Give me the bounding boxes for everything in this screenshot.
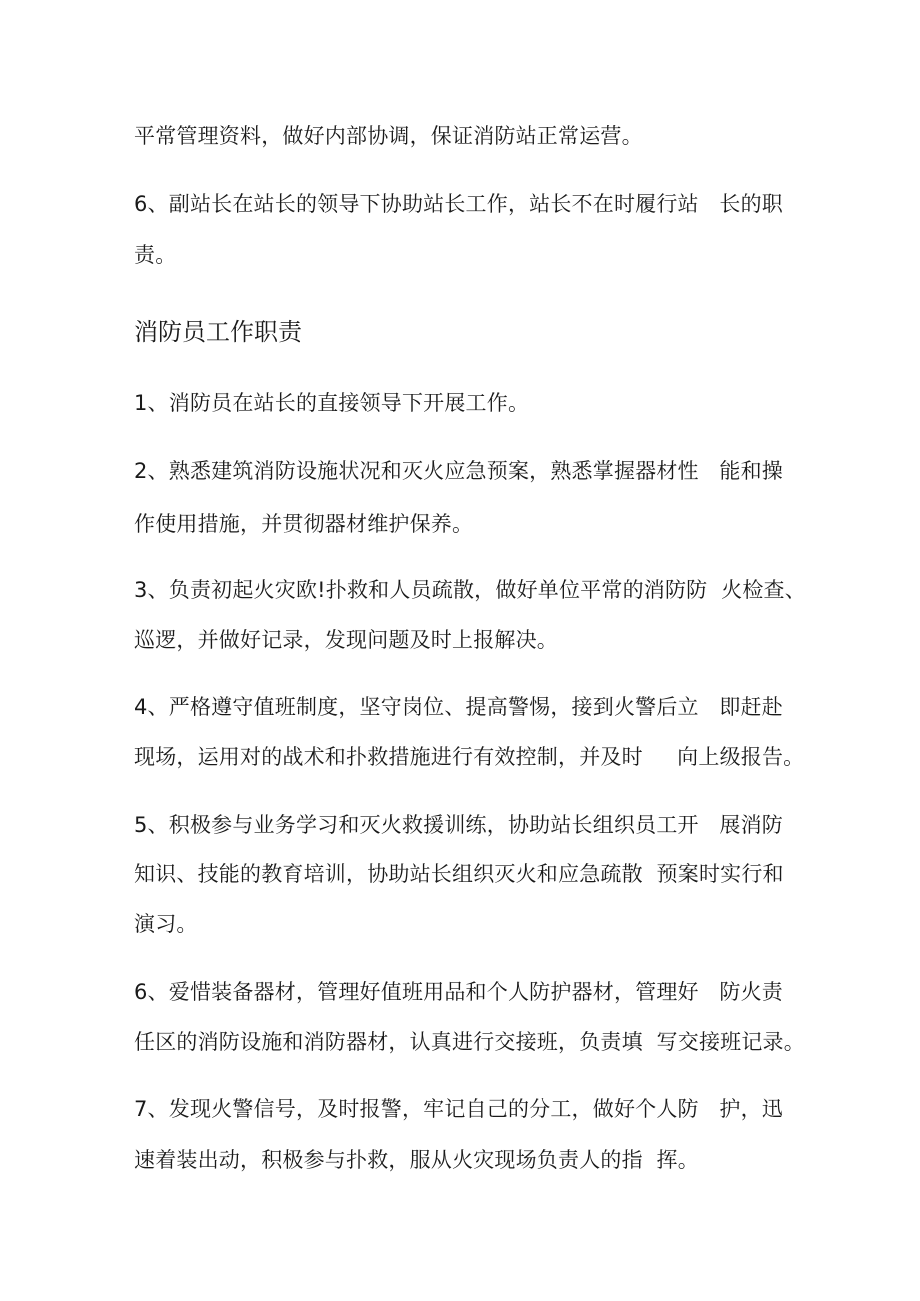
paragraph-line: 现场，运用对的战术和扑救措施进行有效控制，并及时 向上级报告。 xyxy=(134,745,805,769)
paragraph-line: 速着装出动，积极参与扑救，服从火灾现场负责人的指 挥。 xyxy=(134,1148,699,1172)
paragraph-line: 4、严格遵守值班制度，坚守岗位、提高警惕，接到火警后立 即赶赴 xyxy=(134,695,783,719)
paragraph-line: 平常管理资料，做好内部协调，保证消防站正常运营。 xyxy=(134,124,643,148)
paragraph-line: 演习。 xyxy=(134,912,198,936)
paragraph-line: 作使用措施，并贯彻器材维护保养。 xyxy=(134,512,474,536)
paragraph-line: 7、发现火警信号，及时报警，牢记自己的分工，做好个人防 护，迅 xyxy=(134,1097,783,1121)
paragraph-line: 6、爱惜装备器材，管理好值班用品和个人防护器材，管理好 防火责 xyxy=(134,980,783,1004)
paragraph-line: 任区的消防设施和消防器材，认真进行交接班，负责填 写交接班记录。 xyxy=(134,1030,805,1054)
paragraph-line: 2、熟悉建筑消防设施状况和灭火应急预案，熟悉掌握器材性 能和操 xyxy=(134,459,783,483)
section-heading: 消防员工作职责 xyxy=(134,318,302,346)
paragraph-line: 责。 xyxy=(134,243,177,267)
paragraph-line: 知识、技能的教育培训，协助站长组织灭火和应急疏散 预案时实行和 xyxy=(134,862,784,886)
paragraph-line: 3、负责初起火灾欧!扑救和人员疏散，做好单位平常的消防防 火检查、 xyxy=(134,578,806,602)
paragraph-line: 6、副站长在站长的领导下协助站长工作，站长不在时履行站 长的职 xyxy=(134,192,783,216)
paragraph-line: 巡逻，并做好记录，发现问题及时上报解决。 xyxy=(134,628,558,652)
paragraph-line: 1、消防员在站长的直接领导下开展工作。 xyxy=(134,391,530,415)
paragraph-line: 5、积极参与业务学习和灭火救援训练，协助站长组织员工开 展消防 xyxy=(134,813,783,837)
